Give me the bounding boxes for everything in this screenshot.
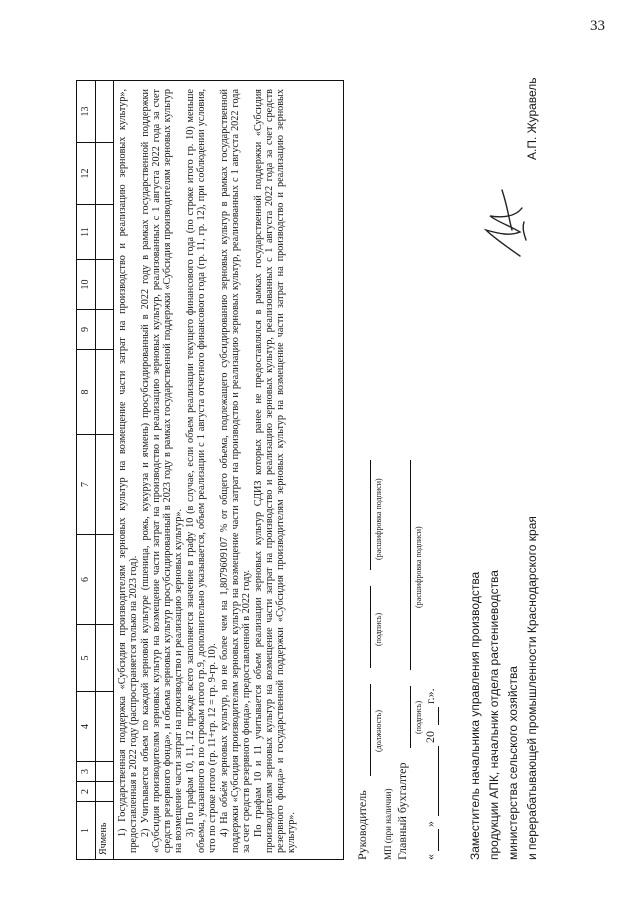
header-cell: 11 [77, 204, 95, 259]
table-cell [95, 259, 113, 309]
date-day-line [438, 829, 439, 851]
table-cell [95, 204, 113, 259]
header-cell: 5 [77, 624, 95, 691]
note-2: 2) Учитывается объем по каждой зерновой культуре (пшеница, рожь, кукуруза и ячмень) просубсидированный в 2022 году в рамках государственной поддержки «Субсидия производителям зерновых культур на возмещение части затрат на производство и реализацию зерновых культур, реализованных с 1 августа 2022 года за счет средств резервного фонда», и объема зерновых культур просубсидированный в 2023 году в рамках государственной поддержки «Субсидия производителям зерновых культур на возмещение части затрат на производство и реализацию зерновых культур». [139, 89, 185, 853]
head-label: Руководитель [355, 790, 369, 860]
table-row [95, 81, 114, 859]
date-month-line [438, 746, 439, 816]
header-cell: 2 [77, 781, 95, 801]
data-table [76, 80, 344, 860]
footer-line-3: министерства сельского хозяйства [506, 666, 520, 860]
footer-line-4: и перерабатывающей промышленности Краснодарского края [525, 516, 539, 860]
mp-label: МП (при наличии) [383, 788, 393, 860]
note-1: 1) Государственная поддержка «Субсидия производителям зерновых культур на возмещение части затрат на производство и реализацию зерновых культур», предоставленная в 2022 году (распространяется только на 2023 год). [117, 89, 140, 853]
header-cell: 10 [77, 259, 95, 309]
table-cell [95, 309, 113, 349]
decoding-line [370, 460, 371, 570]
date-year-line [438, 707, 439, 725]
table-cell [95, 781, 113, 801]
note-3: 3) По графам 10, 11, 12 прежде всего заполняется значение в графу 10 (в случае, если объем реализации текущего финансового года (по строке итого гр. 10) меньше объема, указанного в по строкам итого гр.9, дополнительно указывается, объем реализации с 1 августа отчетного финансового года (гр. 11, гр. 12), при соблюдении условия, что по строке итого (гр. 11+гр. 12 = гр. 9-гр. 10). [184, 89, 219, 853]
footer-line-1: Заместитель начальника управления производства [468, 571, 482, 860]
date-open-quote: « [423, 854, 437, 860]
table-notes [117, 89, 298, 853]
table-cell [95, 624, 113, 691]
table-header-row [77, 81, 96, 859]
chief-accountant-label: Главный бухгалтер [395, 762, 409, 860]
footer-line-2: продукции АПК, начальник отдела растениеводства [487, 570, 501, 860]
accountant-decoding-line [410, 460, 411, 670]
row-label: Ячмень [98, 822, 109, 855]
table-cell [95, 81, 113, 142]
handwritten-signature-icon [476, 185, 536, 260]
rotated-page-content [36, 40, 636, 860]
header-cell: 6 [77, 534, 95, 624]
header-cell: 7 [77, 434, 95, 534]
note-4: 4) На объём зерновых культур, но не более чем на 1,8079609107 % от общего объема, подлежащего субсидированию зерновых культур в рамках государственной поддержки «Субсидия производителям зерновых культур на возмещение части затрат на производство и реализацию зерновых культур, реализованных с 1 августа 2022 года за счет средств резервного фонда», предоставленной в 2022 году. [218, 89, 253, 853]
header-cell: 3 [77, 761, 95, 781]
page-number: 33 [590, 18, 605, 34]
table-cell [95, 761, 113, 781]
signer-name: А.П. Журавель [525, 77, 539, 160]
header-cell: 13 [80, 106, 91, 117]
date-close-quote: » [423, 821, 437, 827]
position-caption: (должность) [374, 710, 383, 752]
date-suffix: г.». [423, 688, 437, 704]
note-5: По графам 10 и 11 учитывается объем реализации зерновых культур СДИЗ которых ранее не предоставлялся в рамках государственной поддержки «Субсидия производителям зерновых культур на возмещение части затрат на производство и реализацию зерновых культур, реализованных с 1 августа 2022 года за счет средств резервного фонда» и государственной поддержки «Субсидия производителям зерновых культур на возмещение части затрат на производство и реализацию зерновых культур». [252, 89, 298, 853]
accountant-signature-line [410, 686, 411, 748]
header-cell: 4 [77, 691, 95, 761]
table-cell [95, 349, 113, 434]
header-cell: 12 [77, 142, 95, 204]
position-line [370, 684, 371, 776]
table-cell [95, 434, 113, 534]
signature-line [370, 586, 371, 668]
date-year-prefix: 20 [423, 731, 437, 743]
table-cell [95, 142, 113, 204]
accountant-decoding-caption: (расшифровка подписи) [414, 526, 423, 608]
table-cell [95, 534, 113, 624]
table-cell [95, 691, 113, 761]
row-label-cell [95, 801, 113, 859]
header-cell: 1 [77, 801, 95, 859]
signature-caption: (подпись) [374, 612, 383, 646]
decoding-caption: (расшифровка подписи) [374, 478, 383, 560]
header-cell: 8 [77, 349, 95, 434]
header-cell: 9 [77, 309, 95, 349]
accountant-signature-caption: (подпись) [414, 700, 423, 734]
